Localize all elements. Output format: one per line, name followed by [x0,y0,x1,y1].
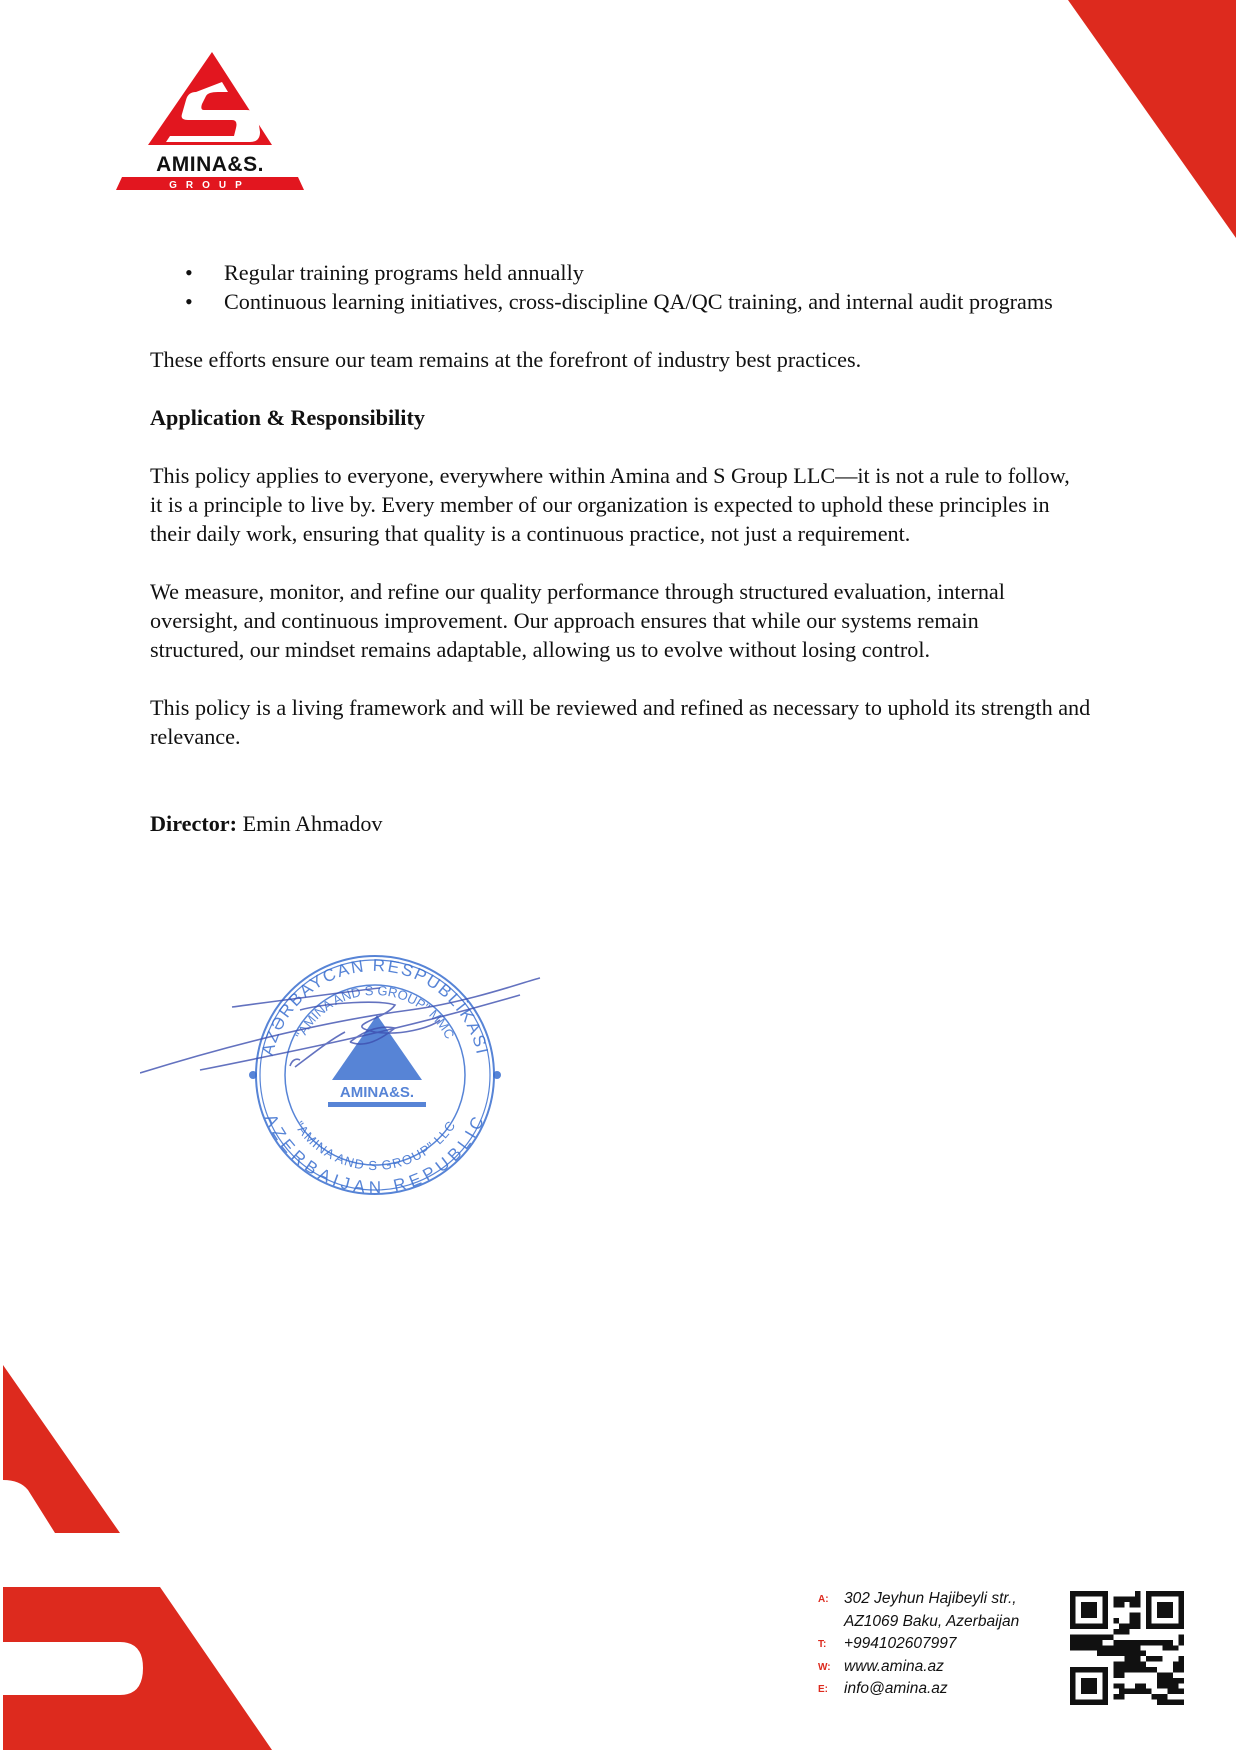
contact-web [818,1656,1058,1679]
list-item [150,287,1090,316]
stamp-outer-top-text: AZƏRBAYCAN RESPUBLİKASI [257,955,493,1058]
section-heading: Application & Responsibility [150,405,425,430]
web-label: W: [818,1661,831,1673]
stamp-outer-bottom-text: AZERBAIJAN REPUBLIC [261,1111,489,1198]
email-label: E: [818,1684,828,1695]
company-logo [100,40,320,200]
stamp-inner-top-text: "AMINA AND S GROUP" MMC [292,982,458,1042]
qr-code-icon [1070,1591,1184,1705]
list-item-text: Regular training programs held annually [224,260,584,285]
document-body [150,258,1090,867]
paragraph-living-framework: This policy is a living framework and will be reviewed and refined as necessary to uphold its strength and relevance. [150,695,1091,749]
corner-decoration-bottom-left [0,1350,300,1754]
logo-tagline: GROUP [169,180,251,191]
address-line-2: AZ1069 Baku, Azerbaijan [844,1612,1020,1630]
logo-wordmark: AMINA&S. [156,153,264,176]
phone-label: T: [818,1639,827,1650]
paragraph-efforts: These efforts ensure our team remains at the forefront of industry best practices. [150,347,862,372]
list-item-text: Continuous learning initiatives, cross-discipline QA/QC training, and internal audit programs [224,289,1053,314]
contact-info [818,1588,1058,1701]
signature-and-stamp [140,940,620,1220]
director-label: Director: [150,811,238,836]
paragraph-measure: We measure, monitor, and refine our quality performance through structured evaluation, internal oversight, and continuous improvement. Our approach ensures that while our systems remain structured, our mindset remains adaptable, allowing us to evolve without losing control. [150,579,1005,662]
paragraph-application: This policy applies to everyone, everywhere within Amina and S Group LLC—it is not a rule to follow, it is a principle to live by. Every member of our organization is expected to uphold these principles in their daily work, ensuring that quality is a continuous practice, not just a requirement. [150,463,1070,546]
training-bullet-list [150,258,1090,316]
director-line [150,809,1090,838]
contact-phone [818,1633,1058,1656]
svg-text:AZERBAIJAN REPUBLIC [261,1111,489,1197]
list-item [150,258,1090,287]
stamp-inner-bottom-text: "AMINA AND S GROUP" LLC [291,1118,459,1174]
contact-address-line-2 [818,1611,1058,1634]
email-link[interactable]: info@amina.az [844,1680,948,1697]
website-link[interactable]: www.amina.az [844,1657,944,1675]
contact-address [818,1588,1058,1611]
address-line-1: 302 Jeyhun Hajibeyli str., [844,1590,1017,1607]
phone-number[interactable]: +994102607997 [844,1635,957,1652]
bullet-icon: • [185,260,193,285]
contact-email [818,1678,1058,1701]
address-label: A: [818,1594,829,1605]
director-name: Emin Ahmadov [237,811,383,836]
bullet-icon: • [185,289,193,314]
stamp-logo-text: AMINA&S. [339,1084,415,1101]
